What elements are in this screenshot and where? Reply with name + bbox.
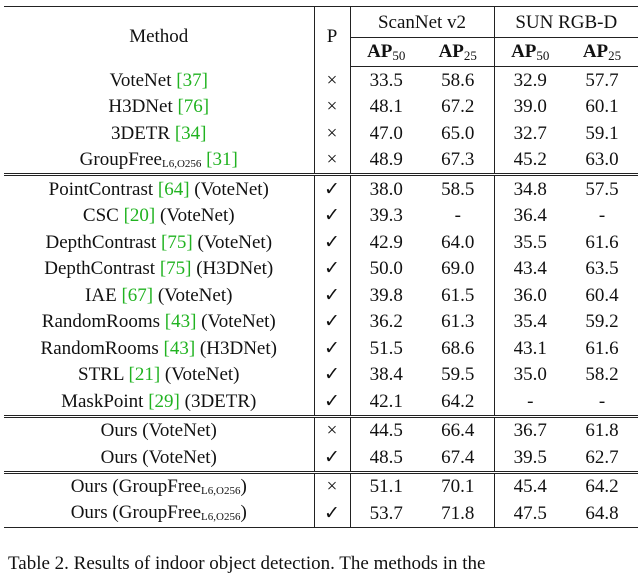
citation: [20]	[123, 205, 156, 227]
value-cell: 61.5	[422, 282, 494, 309]
value-cell: 45.2	[513, 149, 547, 171]
method-subscript: L6,O256	[201, 484, 241, 497]
citation: [29]	[148, 390, 180, 412]
table-header	[4, 7, 638, 67]
value-cell: 71.8	[422, 500, 494, 527]
check-mark: ✓	[314, 362, 350, 389]
value-cell: 59.2	[585, 311, 619, 333]
method-cell	[4, 67, 314, 94]
value-cell: 60.4	[585, 284, 619, 306]
value-cell: 58.6	[422, 67, 494, 94]
method-name: RandomRooms	[40, 337, 164, 359]
cross-mark: ×	[314, 67, 350, 94]
value-cell: 59.1	[585, 122, 619, 144]
value-cell: 57.5	[566, 175, 638, 203]
value-cell: 50.0	[369, 258, 403, 280]
table-row	[4, 94, 638, 121]
value-cell: 36.4	[513, 205, 547, 227]
value-cell: 58.5	[422, 175, 494, 203]
value-cell: 58.2	[585, 364, 619, 386]
value-cell: 39.5	[513, 446, 547, 468]
check-mark: ✓	[314, 282, 350, 309]
method-suffix: (VoteNet)	[192, 231, 273, 253]
table-row	[4, 362, 638, 389]
table-row	[4, 256, 638, 283]
value-cell: 48.5	[369, 446, 403, 468]
value-cell: 64.2	[566, 472, 638, 500]
table-row	[4, 472, 638, 500]
method-name: STRL	[78, 364, 129, 386]
value-cell: 57.7	[585, 69, 619, 91]
value-cell: 67.4	[422, 444, 494, 472]
table-row	[4, 416, 638, 444]
value-cell: 51.1	[350, 472, 422, 500]
method-name: Ours (GroupFree	[70, 502, 202, 524]
check-mark: ✓	[314, 175, 350, 203]
method-cell	[4, 335, 314, 362]
table-row	[4, 229, 638, 256]
value-cell: 63.0	[585, 149, 619, 171]
method-subscript: L6,O256	[161, 157, 202, 170]
value-cell: 65.0	[422, 120, 494, 147]
value-cell: 34.8	[494, 175, 566, 203]
table-row	[4, 203, 638, 230]
check-mark: ✓	[314, 256, 350, 283]
value-cell: 59.5	[422, 362, 494, 389]
value-cell: -	[527, 390, 534, 412]
method-suffix: (VoteNet)	[196, 311, 276, 333]
value-cell: 45.4	[494, 472, 566, 500]
method-suffix: (H3DNet)	[195, 337, 277, 359]
method-cell	[4, 282, 314, 309]
method-name: Ours (GroupFree	[70, 475, 202, 497]
value-cell: 35.0	[513, 364, 547, 386]
citation: [37]	[176, 69, 208, 91]
table-row	[4, 388, 638, 416]
method-cell	[4, 362, 314, 389]
method-name: MaskPoint	[61, 390, 149, 412]
method-cell	[4, 256, 314, 283]
check-mark: ✓	[314, 229, 350, 256]
table-row	[4, 282, 638, 309]
citation: [75]	[159, 258, 192, 280]
method-cell	[4, 175, 314, 203]
table-caption: Table 2. Results of indoor object detection. The methods in the	[8, 553, 486, 574]
value-cell: 64.2	[422, 388, 494, 416]
value-cell: 36.7	[494, 416, 566, 444]
value-cell: 47.5	[494, 500, 566, 527]
value-cell: 35.5	[513, 231, 547, 253]
table-row	[4, 335, 638, 362]
table-row	[4, 147, 638, 175]
value-cell: 69.0	[422, 256, 494, 283]
method-name: VoteNet	[109, 69, 177, 91]
citation: [31]	[206, 148, 238, 170]
value-cell: 61.6	[585, 231, 619, 253]
method-name: DepthContrast	[44, 258, 160, 280]
value-cell: 48.9	[369, 149, 403, 171]
value-cell: -	[598, 205, 606, 227]
check-mark: ✓	[314, 309, 350, 336]
value-cell: 61.6	[585, 337, 619, 359]
citation: [76]	[177, 96, 210, 118]
value-cell: 63.5	[585, 258, 619, 280]
method-suffix: (3DETR)	[179, 390, 257, 412]
value-cell: 38.0	[350, 175, 422, 203]
value-cell: 35.4	[513, 311, 547, 333]
value-cell: 64.8	[566, 500, 638, 527]
check-mark: ✓	[314, 444, 350, 472]
value-cell: 43.1	[513, 337, 547, 359]
value-cell: 42.9	[369, 231, 403, 253]
value-cell: 32.7	[513, 122, 547, 144]
method-name: H3DNet	[108, 96, 178, 118]
cross-mark: ×	[314, 147, 350, 175]
value-cell: 33.5	[369, 69, 403, 91]
value-cell: 60.1	[585, 96, 619, 118]
method-name: DepthContrast	[45, 231, 162, 253]
value-cell: 36.0	[513, 284, 547, 306]
cross-mark: ×	[314, 94, 350, 121]
value-cell: 39.8	[369, 284, 403, 306]
method-suffix: (VoteNet)	[153, 284, 233, 306]
value-cell: 43.4	[513, 258, 547, 280]
metric-header: $AP_{50}$	[494, 38, 566, 67]
check-mark: ✓	[314, 335, 350, 362]
method-cell	[4, 147, 314, 175]
method-cell	[4, 472, 314, 500]
value-cell: 67.3	[422, 147, 494, 175]
value-cell: 44.5	[350, 416, 422, 444]
check-mark: ✓	[314, 203, 350, 230]
pretrain-column-header: P	[314, 7, 350, 67]
value-cell: 64.0	[422, 229, 494, 256]
table-row	[4, 500, 638, 527]
table-row	[4, 444, 638, 472]
method-name: CSC	[82, 205, 124, 227]
method-suffix: )	[240, 502, 247, 524]
citation: [43]	[163, 337, 196, 359]
value-cell: 36.2	[369, 311, 403, 333]
table-body	[4, 67, 638, 528]
value-cell: -	[422, 203, 494, 230]
table-row	[4, 67, 638, 94]
value-cell: 70.1	[422, 472, 494, 500]
value-cell: 66.4	[422, 416, 494, 444]
table-row	[4, 309, 638, 336]
metric-header: $AP_{50}$	[350, 38, 422, 67]
results-table	[4, 6, 638, 528]
cross-mark: ×	[314, 120, 350, 147]
value-cell: 67.2	[422, 94, 494, 121]
citation: [21]	[128, 364, 161, 386]
method-cell	[4, 203, 314, 230]
check-mark: ✓	[314, 388, 350, 416]
method-name: Ours (VoteNet)	[100, 420, 217, 442]
method-name: PointContrast	[48, 178, 158, 200]
dataset-header-sunrgbd: SUN RGB-D	[494, 7, 638, 38]
table-row	[4, 120, 638, 147]
method-suffix: (VoteNet)	[160, 364, 240, 386]
value-cell: 68.6	[422, 335, 494, 362]
value-cell: 39.3	[369, 205, 403, 227]
table-row	[4, 175, 638, 203]
method-cell	[4, 444, 314, 472]
method-name: Ours (VoteNet)	[100, 446, 217, 468]
method-suffix: (VoteNet)	[189, 178, 269, 200]
citation: [64]	[157, 178, 190, 200]
metric-header: $AP_{25}$	[566, 38, 638, 67]
value-cell: 61.8	[566, 416, 638, 444]
method-suffix: )	[240, 475, 247, 497]
method-cell	[4, 416, 314, 444]
method-name: RandomRooms	[41, 311, 165, 333]
method-cell	[4, 500, 314, 527]
method-cell	[4, 388, 314, 416]
method-cell	[4, 309, 314, 336]
method-subscript: L6,O256	[201, 511, 241, 524]
dataset-header-scannet: ScanNet v2	[350, 7, 494, 38]
value-cell: 38.4	[369, 364, 403, 386]
method-name: GroupFree	[79, 148, 162, 170]
method-column-header: Method	[4, 7, 314, 67]
value-cell: 61.3	[422, 309, 494, 336]
cross-mark: ×	[314, 416, 350, 444]
citation: [67]	[121, 284, 154, 306]
method-name: 3DETR	[110, 122, 175, 144]
value-cell: 51.5	[369, 337, 403, 359]
method-name: IAE	[85, 284, 122, 306]
method-cell	[4, 120, 314, 147]
value-cell: 47.0	[369, 122, 403, 144]
citation: [43]	[164, 311, 197, 333]
method-cell	[4, 94, 314, 121]
value-cell: 53.7	[350, 500, 422, 527]
value-cell: 42.1	[369, 390, 403, 412]
check-mark: ✓	[314, 500, 350, 527]
method-suffix: (VoteNet)	[155, 205, 235, 227]
metric-header: $AP_{25}$	[422, 38, 494, 67]
value-cell: 62.7	[585, 446, 619, 468]
value-cell: -	[598, 390, 606, 412]
method-cell	[4, 229, 314, 256]
value-cell: 48.1	[369, 96, 403, 118]
citation: [75]	[161, 231, 193, 253]
cross-mark: ×	[314, 472, 350, 500]
value-cell: 32.9	[513, 69, 547, 91]
citation: [34]	[174, 122, 207, 144]
value-cell: 39.0	[513, 96, 547, 118]
method-suffix: (H3DNet)	[191, 258, 274, 280]
